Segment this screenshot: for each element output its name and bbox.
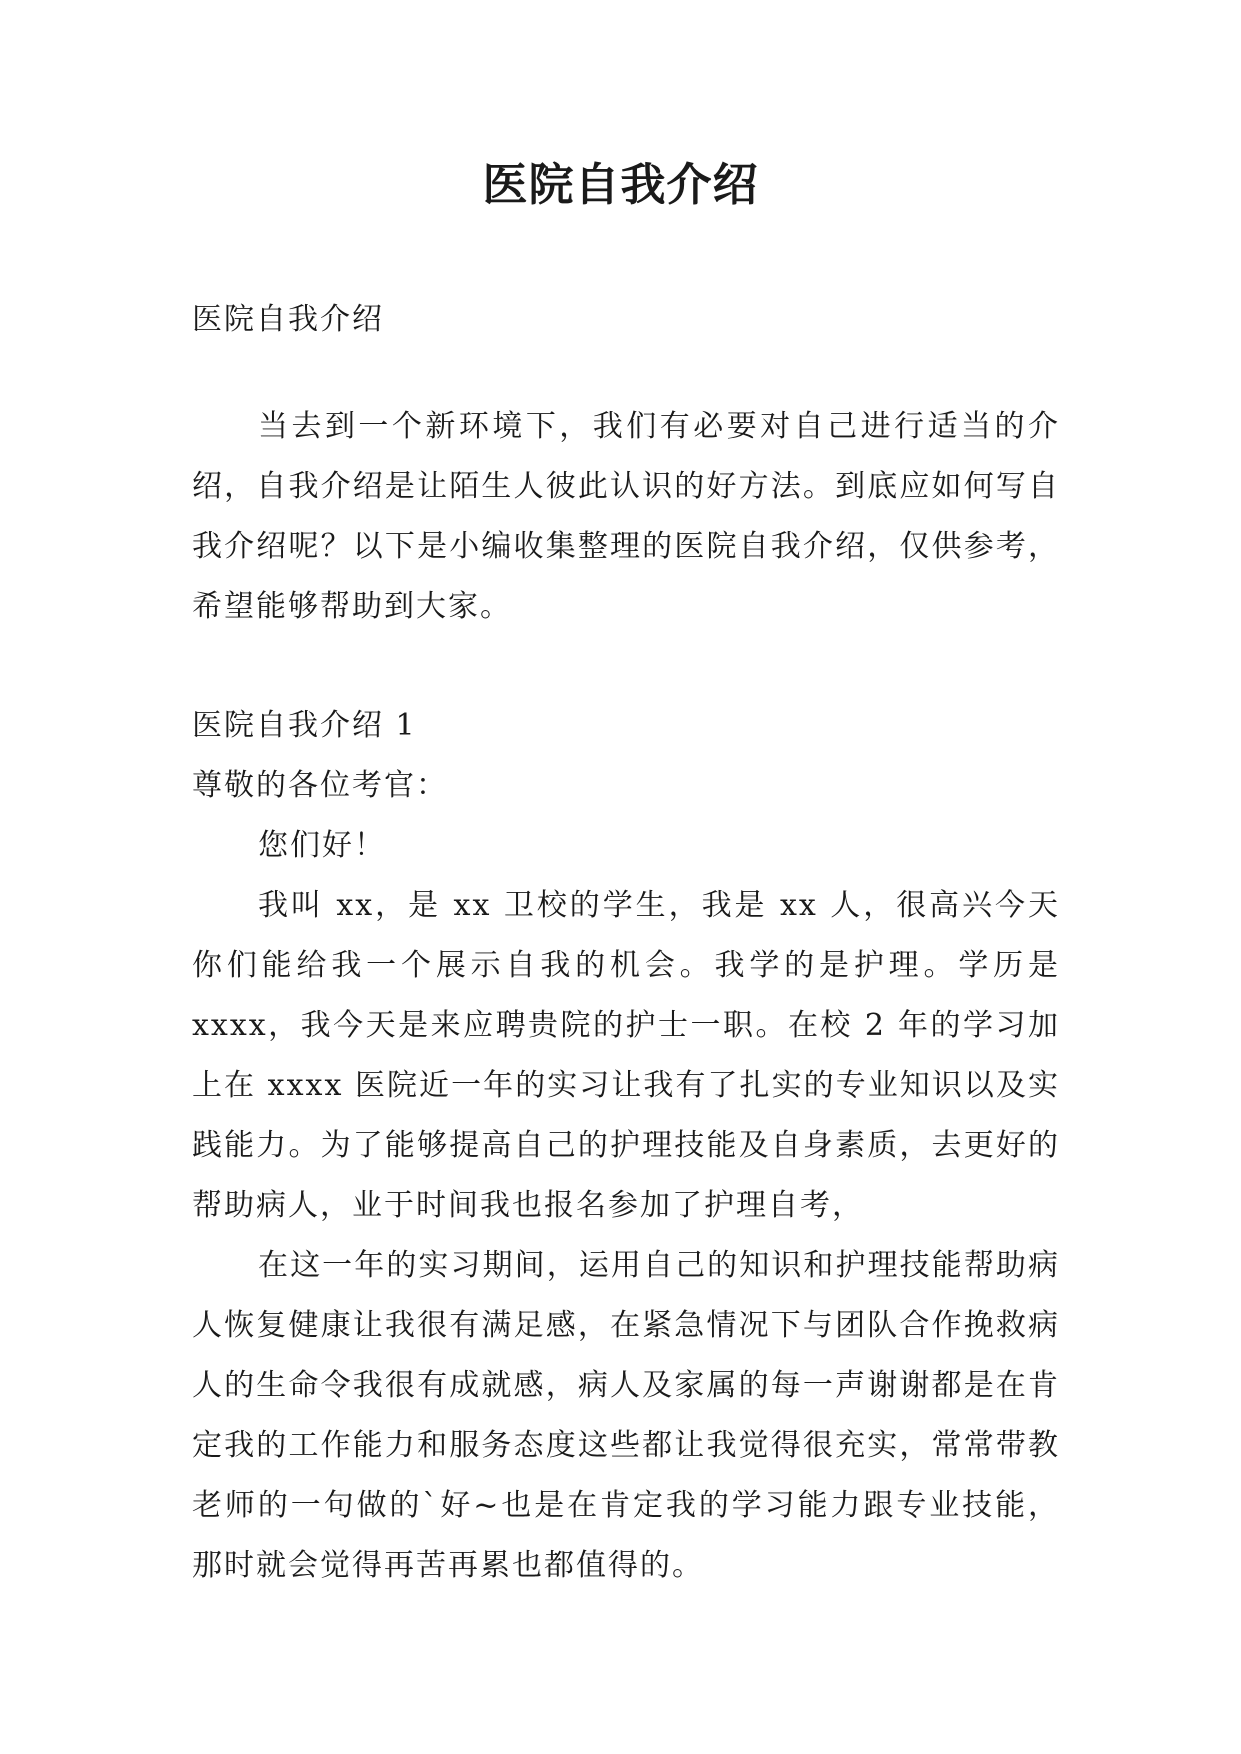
section-1: [192, 696, 1060, 1596]
document-subtitle: [192, 290, 1060, 350]
intro-section: [192, 397, 1060, 637]
body-paragraph-1: 我叫 xx，是 xx 卫校的学生，我是 xx 人，很高兴今天你们能给我一个展示自我的机会。我学的是护理。学历是 xxxx，我今天是来应聘贵院的护士一职。在校 2 年的学习加上在 xxxx 医院近一年的实习让我有了扎实的专业知识以及实践能力。为了能够提高自己的护理技能及自身素质，去更好的帮助病人，业于时间我也报名参加了护理自考，: [192, 888, 1060, 1223]
body-paragraph-2: 在这一年的实习期间，运用自己的知识和护理技能帮助病人恢复健康让我很有满足感，在紧急情况下与团队合作挽救病人的生命令我很有成就感，病人及家属的每一声谢谢都是在肯定我的工作能力和服务态度这些都让我觉得很充实，常常带教老师的一句做的`好~也是在肯定我的学习能力跟专业技能，那时就会觉得再苦再累也都值得的。: [192, 1248, 1060, 1583]
section-heading: 医院自我介绍 1: [192, 708, 417, 743]
document-title: 医院自我介绍: [482, 158, 759, 211]
greeting: 您们好！: [258, 828, 386, 863]
subtitle-text: 医院自我介绍: [192, 302, 384, 337]
intro-paragraph: 当去到一个新环境下，我们有必要对自己进行适当的介绍，自我介绍是让陌生人彼此认识的好方法。到底应如何写自我介绍呢？以下是小编收集整理的医院自我介绍，仅供参考，希望能够帮助到大家。: [192, 409, 1060, 624]
salutation: 尊敬的各位考官：: [192, 768, 448, 803]
